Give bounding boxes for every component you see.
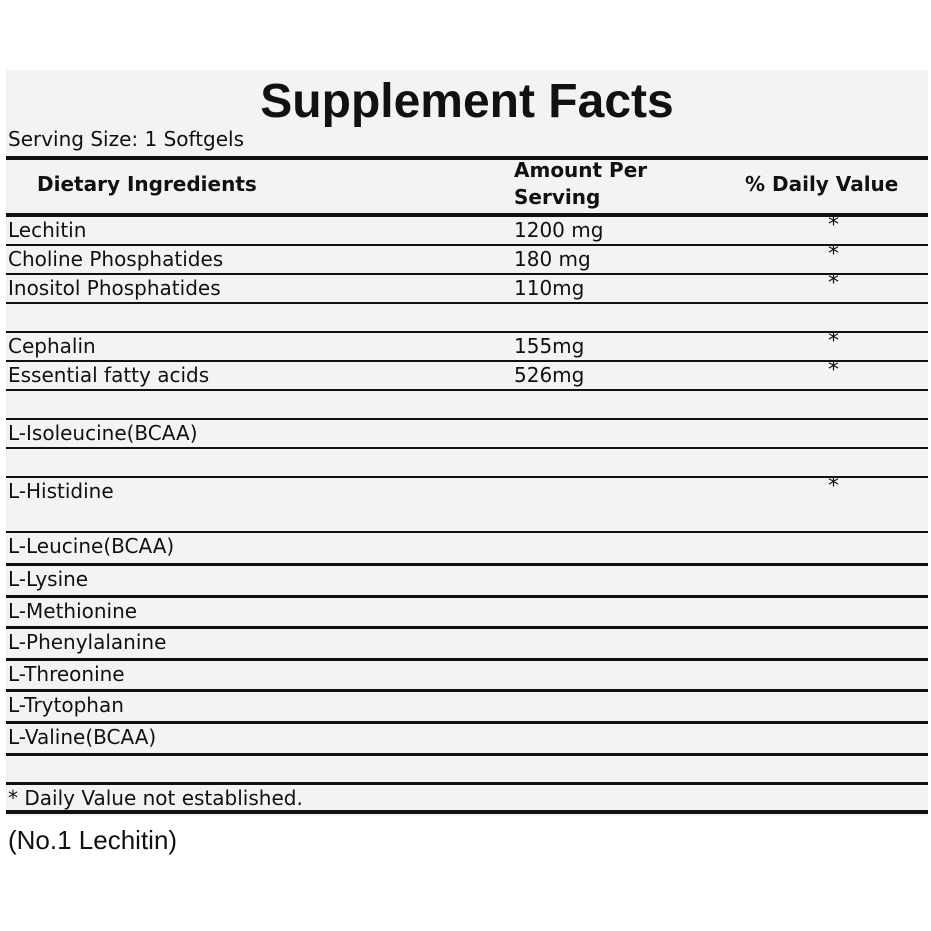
ingredient-name: L-Isoleucine(BCAA): [8, 421, 198, 445]
footnote: * Daily Value not established.: [8, 786, 303, 810]
table-row: [6, 391, 928, 420]
ingredient-daily-value: *: [828, 242, 839, 267]
table-row: [6, 474, 928, 533]
table-row: [6, 271, 928, 304]
ingredient-name: Essential fatty acids: [8, 363, 210, 387]
footer-rule: [6, 810, 928, 814]
ingredient-name: Lechitin: [8, 218, 87, 242]
table-row: [6, 566, 928, 598]
table-row: [6, 533, 928, 566]
table-row: [6, 661, 928, 692]
table-row: [6, 756, 928, 785]
table-row: [6, 329, 928, 362]
supplement-facts-panel: [6, 70, 928, 816]
ingredient-name: Inositol Phosphatides: [8, 276, 221, 300]
ingredient-name: L-Valine(BCAA): [8, 725, 157, 749]
table-row: [6, 242, 928, 275]
ingredient-daily-value: *: [828, 474, 839, 499]
label-title: Supplement Facts: [260, 75, 674, 128]
table-row: [6, 598, 928, 629]
ingredient-amount: 180 mg: [514, 247, 591, 271]
ingredient-name: L-Threonine: [8, 662, 125, 686]
ingredient-name: Cephalin: [8, 334, 96, 358]
ingredient-name: L-Histidine: [8, 479, 114, 503]
table-row: [6, 420, 928, 449]
header-dietary-ingredients: Dietary Ingredients: [37, 172, 257, 196]
ingredient-name: L-Trytophan: [8, 693, 124, 717]
table-row: [6, 629, 928, 661]
table-row: [6, 213, 928, 246]
serving-size: Serving Size: 1 Softgels: [8, 127, 245, 151]
ingredient-name: L-Methionine: [8, 599, 138, 623]
ingredient-name: L-Leucine(BCAA): [8, 534, 175, 558]
table-row: [6, 692, 928, 724]
ingredient-daily-value: *: [828, 358, 839, 383]
ingredient-amount: 526mg: [514, 363, 585, 387]
brand-note: (No.1 Lechitin): [8, 825, 178, 855]
ingredient-amount: 155mg: [514, 334, 585, 358]
ingredient-amount: 1200 mg: [514, 218, 604, 242]
table-row: [6, 304, 928, 333]
ingredient-daily-value: *: [828, 213, 839, 238]
header-daily-value: % Daily Value: [745, 172, 899, 196]
table-row: [6, 724, 928, 756]
header-top-rule: [6, 156, 928, 160]
ingredient-name: L-Phenylalanine: [8, 630, 167, 654]
header-amount-line2: Serving: [514, 185, 601, 209]
ingredient-daily-value: *: [828, 329, 839, 354]
ingredient-name: L-Lysine: [8, 567, 89, 591]
table-row: [6, 358, 928, 391]
table-row: [6, 449, 928, 478]
header-amount-line1: Amount Per: [514, 158, 648, 182]
ingredient-amount: 110mg: [514, 276, 585, 300]
ingredient-name: Choline Phosphatides: [8, 247, 224, 271]
ingredient-daily-value: *: [828, 271, 839, 296]
